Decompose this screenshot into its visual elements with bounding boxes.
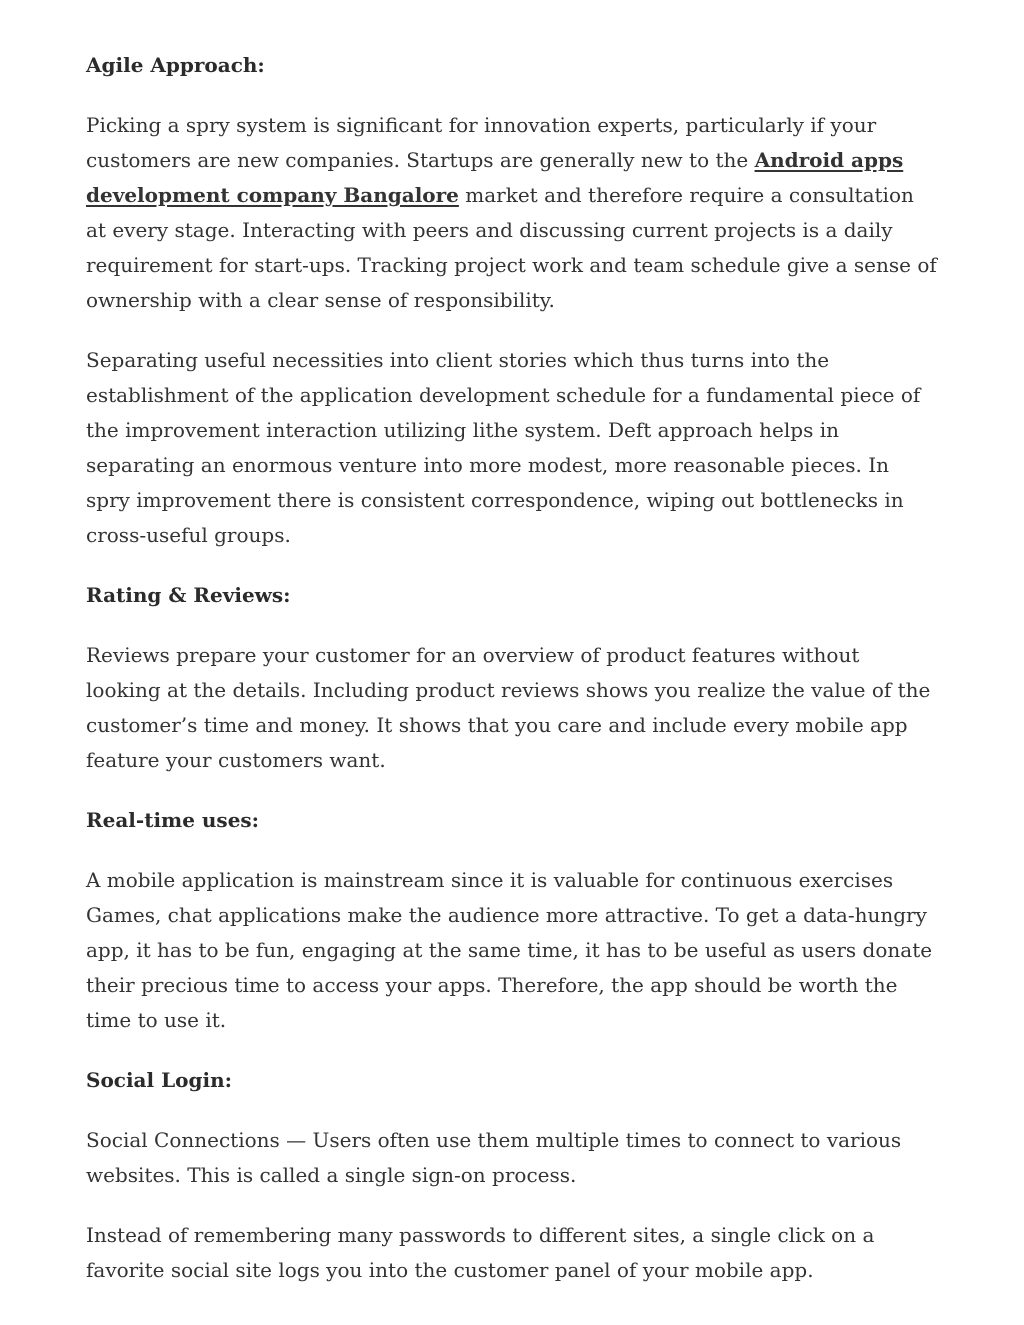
heading-social-login: Social Login:: [86, 1068, 232, 1092]
paragraph-agile-2: Separating useful necessities into client stories which thus turns into the establishment of the application development schedule for a fundamental piece of the improvement interaction utilizing lithe system. Deft approach helps in separating an enormous venture into more modest, more reasonable pieces. In spry improvement there is consistent correspondence, wiping out bottlenecks in cross-useful groups.: [86, 348, 921, 547]
paragraph-social-2: Instead of remembering many passwords to different sites, a single click on a favorite social site logs you into the customer panel of your mobile app.: [86, 1223, 875, 1282]
paragraph-text: Picking a spry system is significant for innovation experts, particularly if your customers are new companies. Startups are generally new to the: [86, 113, 877, 172]
paragraph-agile-1: [86, 108, 938, 318]
heading-real-time-uses: Real-time uses:: [86, 808, 260, 832]
heading-rating-reviews: Rating & Reviews:: [86, 583, 291, 607]
paragraph-social-1: Social Connections — Users often use them multiple times to connect to various websites. This is called a single sign-on process.: [86, 1128, 902, 1187]
heading-agile-approach: Agile Approach:: [86, 53, 265, 77]
android-apps-development-link[interactable]: Android apps development company Bangalore: [86, 148, 904, 207]
paragraph-realtime-1: A mobile application is mainstream since it is valuable for continuous exercises Games, chat applications make the audience more attractive. To get a data-hungry app, it has to be fun, engaging at the same time, it has to be useful as users donate their precious time to access your apps. Therefore, the app should be worth the time to use it.: [86, 868, 933, 1032]
paragraph-text: market and therefore require a consultation at every stage. Interacting with peers and discussing current projects is a daily requirement for start-ups. Tracking project work and team schedule give a sense of ownership with a clear sense of responsibility.: [86, 183, 937, 312]
paragraph-rating-1: Reviews prepare your customer for an overview of product features without looking at the details. Including product reviews shows you realize the value of the customer’s time and money. It shows that you care and include every mobile app feature your customers want.: [86, 643, 931, 772]
